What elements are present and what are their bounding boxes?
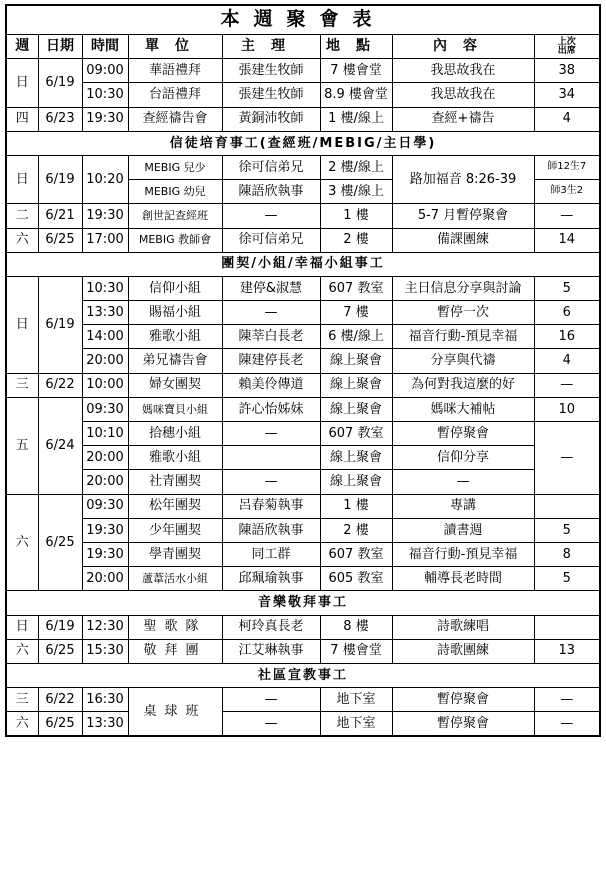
header-date: 日期 xyxy=(38,35,82,59)
header-time: 時間 xyxy=(82,35,128,59)
table-row xyxy=(6,615,600,639)
cell-host: 呂春菊執事 xyxy=(222,494,320,518)
table-row xyxy=(6,204,600,228)
cell-time: 19:30 xyxy=(82,518,128,542)
cell-unit: 查經禱告會 xyxy=(128,107,222,131)
cell-location: 線上聚會 xyxy=(320,373,392,397)
cell-content: 主日信息分享與討論 xyxy=(392,276,534,300)
cell-time: 19:30 xyxy=(82,204,128,228)
cell-location: 線上聚會 xyxy=(320,446,392,470)
cell-host: 許心怡姊妹 xyxy=(222,397,320,421)
header-day: 週 xyxy=(6,35,38,59)
table-row xyxy=(6,639,600,663)
cell-location: 1 樓/線上 xyxy=(320,107,392,131)
cell-location: 1 樓 xyxy=(320,494,392,518)
header-attendance-line1: 上次 xyxy=(557,36,576,47)
section-title-music: 音樂敬拜事工 xyxy=(6,591,600,615)
header-attendance-line2: 出席 xyxy=(557,45,576,56)
cell-time: 13:30 xyxy=(82,712,128,736)
header-host: 主理 xyxy=(222,35,320,59)
cell-unit: MEBIG 兒少 xyxy=(128,155,222,179)
table-row xyxy=(6,276,600,300)
cell-location: 607 教室 xyxy=(320,276,392,300)
cell-time: 09:30 xyxy=(82,494,128,518)
cell-day: 日 xyxy=(6,59,38,107)
cell-time: 10:20 xyxy=(82,155,128,203)
cell-unit: 雅歌小組 xyxy=(128,446,222,470)
cell-content: 暫停聚會 xyxy=(392,688,534,712)
cell-content: 5-7 月暫停聚會 xyxy=(392,204,534,228)
cell-date: 6/24 xyxy=(38,397,82,494)
cell-day: 六 xyxy=(6,494,38,591)
cell-content: 讀書週 xyxy=(392,518,534,542)
cell-unit: 拾穗小組 xyxy=(128,422,222,446)
cell-content: 分享與代禱 xyxy=(392,349,534,373)
cell-content: 輔導長老時間 xyxy=(392,567,534,591)
cell-attendance: 師12生7 xyxy=(534,155,600,179)
cell-content: 我思故我在 xyxy=(392,83,534,107)
cell-host: — xyxy=(222,712,320,736)
cell-host: 陳建停長老 xyxy=(222,349,320,373)
cell-time: 10:30 xyxy=(82,83,128,107)
cell-time: 15:30 xyxy=(82,639,128,663)
cell-host: 徐可信弟兄 xyxy=(222,228,320,252)
cell-day: 四 xyxy=(6,107,38,131)
cell-unit: 社青團契 xyxy=(128,470,222,494)
cell-host: 張建生牧師 xyxy=(222,83,320,107)
cell-attendance: 14 xyxy=(534,228,600,252)
table-row xyxy=(6,422,600,446)
table-row xyxy=(6,83,600,107)
cell-unit: 台語禮拜 xyxy=(128,83,222,107)
cell-attendance: 師3生2 xyxy=(534,180,600,204)
cell-attendance: 5 xyxy=(534,567,600,591)
cell-location: 2 樓 xyxy=(320,228,392,252)
cell-location: 607 教室 xyxy=(320,422,392,446)
cell-unit: 雅歌小組 xyxy=(128,325,222,349)
cell-host: 陳莘白長老 xyxy=(222,325,320,349)
table-row xyxy=(6,542,600,566)
cell-date: 6/25 xyxy=(38,639,82,663)
cell-location: 線上聚會 xyxy=(320,397,392,421)
header-attendance xyxy=(534,35,600,59)
cell-time: 10:30 xyxy=(82,276,128,300)
cell-attendance: — xyxy=(534,422,600,495)
cell-host: 賴美伶傳道 xyxy=(222,373,320,397)
cell-time: 09:30 xyxy=(82,397,128,421)
table-row xyxy=(6,518,600,542)
cell-date: 6/25 xyxy=(38,494,82,591)
cell-unit: 弟兄禱告會 xyxy=(128,349,222,373)
cell-content: 備課團練 xyxy=(392,228,534,252)
cell-time: 16:30 xyxy=(82,688,128,712)
cell-date: 6/21 xyxy=(38,204,82,228)
cell-content: 專講 xyxy=(392,494,534,518)
cell-day: 六 xyxy=(6,228,38,252)
page-title: 本週聚會表 xyxy=(6,5,600,35)
cell-date: 6/19 xyxy=(38,59,82,107)
cell-location: 3 樓/線上 xyxy=(320,180,392,204)
cell-date: 6/19 xyxy=(38,276,82,373)
cell-location: 6 樓/線上 xyxy=(320,325,392,349)
cell-attendance: 38 xyxy=(534,59,600,83)
table-row xyxy=(6,107,600,131)
cell-date: 6/22 xyxy=(38,688,82,712)
cell-location: 605 教室 xyxy=(320,567,392,591)
cell-time: 20:00 xyxy=(82,470,128,494)
cell-content: 查經+禱告 xyxy=(392,107,534,131)
cell-attendance: 6 xyxy=(534,301,600,325)
table-row xyxy=(6,494,600,518)
cell-attendance: — xyxy=(534,688,600,712)
cell-unit: 媽咪寶貝小組 xyxy=(128,397,222,421)
cell-time: 17:00 xyxy=(82,228,128,252)
cell-date: 6/19 xyxy=(38,155,82,203)
cell-attendance xyxy=(534,494,600,518)
cell-host: 柯玲真長老 xyxy=(222,615,320,639)
cell-location: 7 樓會堂 xyxy=(320,59,392,83)
table-row xyxy=(6,712,600,736)
cell-unit: 聖歌隊 xyxy=(128,615,222,639)
cell-host: — xyxy=(222,688,320,712)
cell-day: 二 xyxy=(6,204,38,228)
cell-time: 20:00 xyxy=(82,567,128,591)
header-location: 地點 xyxy=(320,35,392,59)
cell-day: 日 xyxy=(6,276,38,373)
cell-unit: 婦女團契 xyxy=(128,373,222,397)
cell-attendance: 4 xyxy=(534,107,600,131)
cell-location: 7 樓會堂 xyxy=(320,639,392,663)
table-row xyxy=(6,301,600,325)
table-row xyxy=(6,59,600,83)
cell-day: 五 xyxy=(6,397,38,494)
cell-day: 三 xyxy=(6,373,38,397)
cell-time: 19:30 xyxy=(82,107,128,131)
cell-content: 信仰分享 xyxy=(392,446,534,470)
cell-unit: 蘆葦活水小組 xyxy=(128,567,222,591)
cell-content: 路加福音 8:26-39 xyxy=(392,155,534,203)
cell-unit: 學青團契 xyxy=(128,542,222,566)
cell-content: 暫停聚會 xyxy=(392,422,534,446)
cell-location: 607 教室 xyxy=(320,542,392,566)
cell-unit: MEBIG 教師會 xyxy=(128,228,222,252)
cell-content: 福音行動-預見幸福 xyxy=(392,542,534,566)
cell-content: 我思故我在 xyxy=(392,59,534,83)
cell-host: 徐可信弟兄 xyxy=(222,155,320,179)
cell-host: 江艾琳執事 xyxy=(222,639,320,663)
header-row xyxy=(6,35,600,59)
cell-time: 13:30 xyxy=(82,301,128,325)
cell-attendance: 5 xyxy=(534,518,600,542)
cell-host: — xyxy=(222,470,320,494)
cell-time: 20:00 xyxy=(82,446,128,470)
cell-attendance: 13 xyxy=(534,639,600,663)
cell-location: 線上聚會 xyxy=(320,349,392,373)
header-content: 內容 xyxy=(392,35,534,59)
cell-host xyxy=(222,446,320,470)
cell-location: 8.9 樓會堂 xyxy=(320,83,392,107)
cell-host: 同工群 xyxy=(222,542,320,566)
cell-content: 暫停聚會 xyxy=(392,712,534,736)
cell-day: 三 xyxy=(6,688,38,712)
cell-host: 陳語欣執事 xyxy=(222,180,320,204)
cell-host: — xyxy=(222,204,320,228)
cell-host: — xyxy=(222,422,320,446)
cell-attendance xyxy=(534,615,600,639)
cell-content: — xyxy=(392,470,534,494)
cell-content: 媽咪大補帖 xyxy=(392,397,534,421)
cell-unit: MEBIG 幼兒 xyxy=(128,180,222,204)
schedule-table xyxy=(5,4,601,737)
table-row xyxy=(6,446,600,470)
cell-content: 詩歌團練 xyxy=(392,639,534,663)
cell-day: 日 xyxy=(6,615,38,639)
table-row xyxy=(6,688,600,712)
table-row xyxy=(6,349,600,373)
cell-day: 日 xyxy=(6,155,38,203)
cell-attendance: 5 xyxy=(534,276,600,300)
table-row xyxy=(6,373,600,397)
table-row xyxy=(6,228,600,252)
table-row xyxy=(6,567,600,591)
cell-host: 張建生牧師 xyxy=(222,59,320,83)
cell-day: 六 xyxy=(6,639,38,663)
cell-time: 20:00 xyxy=(82,349,128,373)
cell-unit: 賜福小組 xyxy=(128,301,222,325)
cell-location: 2 樓 xyxy=(320,518,392,542)
cell-host: 陳語欣執事 xyxy=(222,518,320,542)
cell-attendance: 10 xyxy=(534,397,600,421)
cell-unit: 桌球班 xyxy=(128,688,222,736)
cell-time: 10:00 xyxy=(82,373,128,397)
cell-host: 建停&淑慧 xyxy=(222,276,320,300)
cell-attendance: 4 xyxy=(534,349,600,373)
cell-unit: 敬拜團 xyxy=(128,639,222,663)
table-row xyxy=(6,155,600,179)
cell-date: 6/19 xyxy=(38,615,82,639)
cell-location: 地下室 xyxy=(320,712,392,736)
cell-attendance: — xyxy=(534,204,600,228)
cell-location: 7 樓 xyxy=(320,301,392,325)
cell-content: 為何對我這麼的好 xyxy=(392,373,534,397)
cell-date: 6/25 xyxy=(38,228,82,252)
cell-attendance: — xyxy=(534,712,600,736)
table-row xyxy=(6,325,600,349)
cell-day: 六 xyxy=(6,712,38,736)
cell-host: 邱珮瑜執事 xyxy=(222,567,320,591)
cell-unit: 創世記查經班 xyxy=(128,204,222,228)
cell-location: 地下室 xyxy=(320,688,392,712)
header-unit: 單位 xyxy=(128,35,222,59)
section-title-fellowship: 團契/小組/幸福小組事工 xyxy=(6,252,600,276)
cell-content: 暫停一次 xyxy=(392,301,534,325)
cell-location: 2 樓/線上 xyxy=(320,155,392,179)
cell-attendance: — xyxy=(534,373,600,397)
cell-unit: 少年團契 xyxy=(128,518,222,542)
cell-location: 8 樓 xyxy=(320,615,392,639)
cell-date: 6/22 xyxy=(38,373,82,397)
cell-host: — xyxy=(222,301,320,325)
cell-unit: 華語禮拜 xyxy=(128,59,222,83)
section-title-community: 社區宣教事工 xyxy=(6,663,600,687)
cell-location: 1 樓 xyxy=(320,204,392,228)
cell-time: 10:10 xyxy=(82,422,128,446)
table-row xyxy=(6,397,600,421)
cell-attendance: 8 xyxy=(534,542,600,566)
table-row xyxy=(6,470,600,494)
cell-time: 12:30 xyxy=(82,615,128,639)
cell-date: 6/23 xyxy=(38,107,82,131)
cell-attendance: 34 xyxy=(534,83,600,107)
cell-date: 6/25 xyxy=(38,712,82,736)
cell-location: 線上聚會 xyxy=(320,470,392,494)
cell-unit: 信仰小組 xyxy=(128,276,222,300)
cell-time: 09:00 xyxy=(82,59,128,83)
section-title-education: 信徒培育事工(查經班/MEBIG/主日學) xyxy=(6,131,600,155)
cell-host: 黃銅沛牧師 xyxy=(222,107,320,131)
cell-unit: 松年團契 xyxy=(128,494,222,518)
cell-time: 19:30 xyxy=(82,542,128,566)
cell-time: 14:00 xyxy=(82,325,128,349)
cell-attendance: 16 xyxy=(534,325,600,349)
cell-content: 福音行動-預見幸福 xyxy=(392,325,534,349)
cell-content: 詩歌練唱 xyxy=(392,615,534,639)
